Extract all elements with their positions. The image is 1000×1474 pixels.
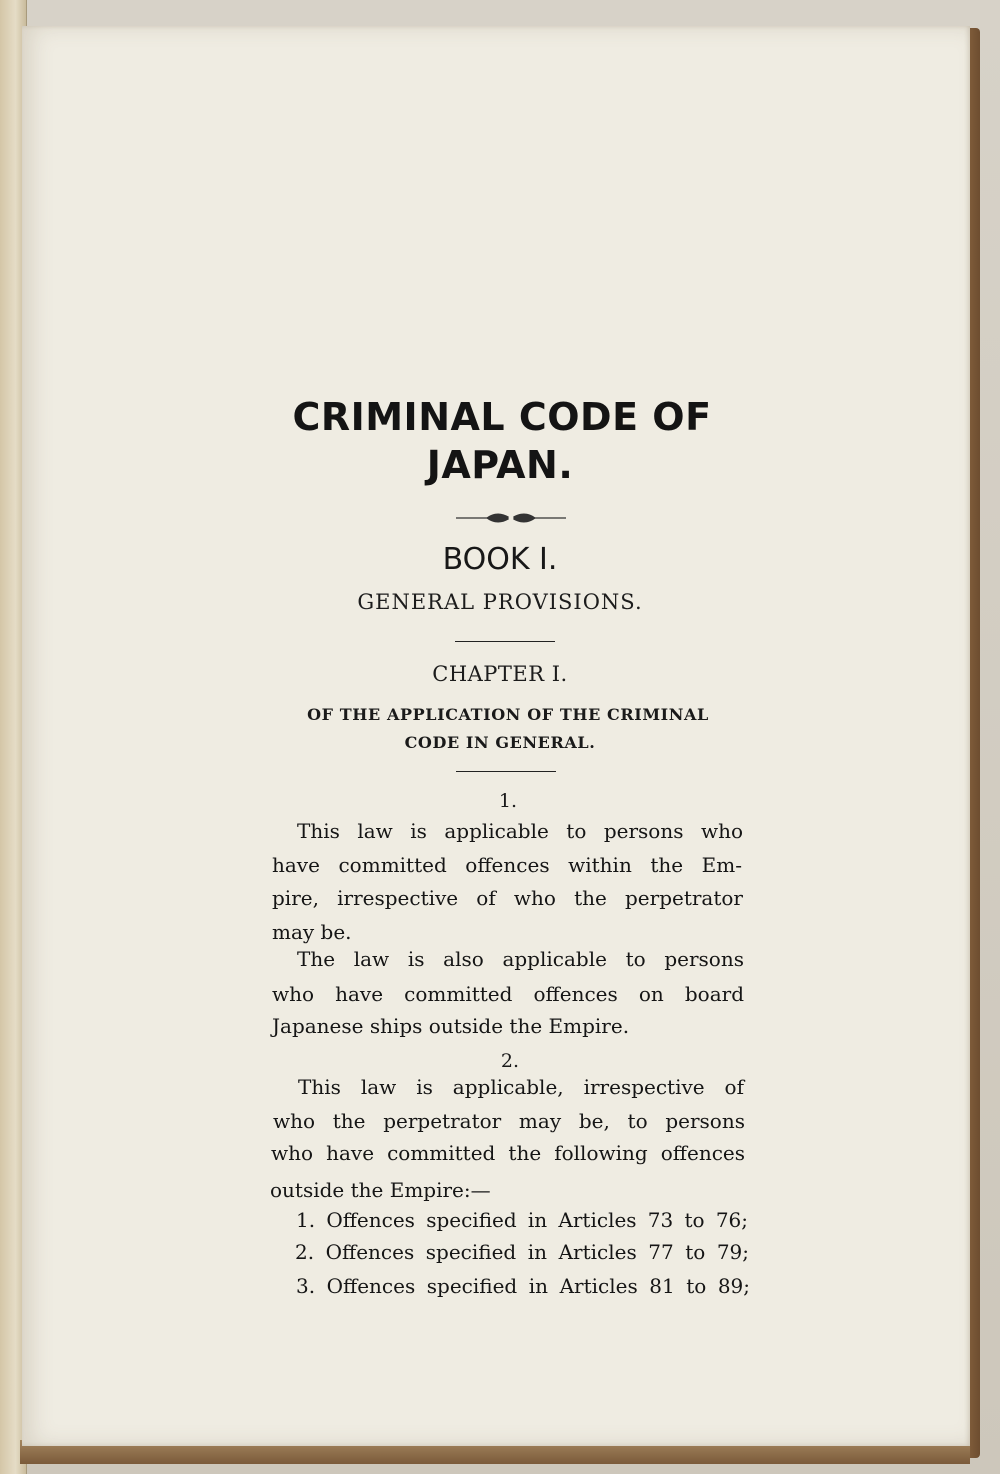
text-line: This law is applicable to persons who (297, 819, 743, 843)
divider-rule (456, 771, 556, 772)
document-title-line1: CRIMINAL CODE OF (292, 395, 712, 439)
book-subtitle: GENERAL PROVISIONS. (357, 590, 643, 614)
ornament-divider-icon (456, 510, 566, 526)
text-line: outside the Empire:— (270, 1178, 491, 1202)
text-line: have committed offences within the Em- (272, 853, 742, 877)
text-line: who have committed offences on board (272, 982, 744, 1006)
text-line: may be. (272, 920, 352, 944)
article-number: 1. (498, 790, 518, 812)
document-title-line2: JAPAN. (426, 443, 574, 487)
text-line: pire, irrespective of who the perpetrator (272, 886, 743, 910)
divider-rule (455, 641, 555, 642)
text-line: who the perpetrator may be, to persons (273, 1109, 745, 1133)
chapter-title-line2: CODE IN GENERAL. (404, 733, 596, 752)
text-line: The law is also applicable to persons (297, 947, 744, 971)
text-line: Japanese ships outside the Empire. (272, 1014, 630, 1038)
chapter-title-line1: OF THE APPLICATION OF THE CRIMINAL (307, 705, 709, 724)
text-line: who have committed the following offences (271, 1141, 745, 1165)
chapter-heading: CHAPTER I. (432, 662, 568, 686)
book-heading: BOOK I. (442, 542, 558, 577)
list-item: 1. Offences specified in Articles 73 to 76; (296, 1208, 748, 1232)
list-item: 2. Offences specified in Articles 77 to 79; (295, 1240, 749, 1264)
article-number: 2. (500, 1050, 520, 1072)
text-line: This law is applicable, irrespective of (298, 1075, 744, 1099)
list-item: 3. Offences specified in Articles 81 to 89; (296, 1274, 750, 1298)
